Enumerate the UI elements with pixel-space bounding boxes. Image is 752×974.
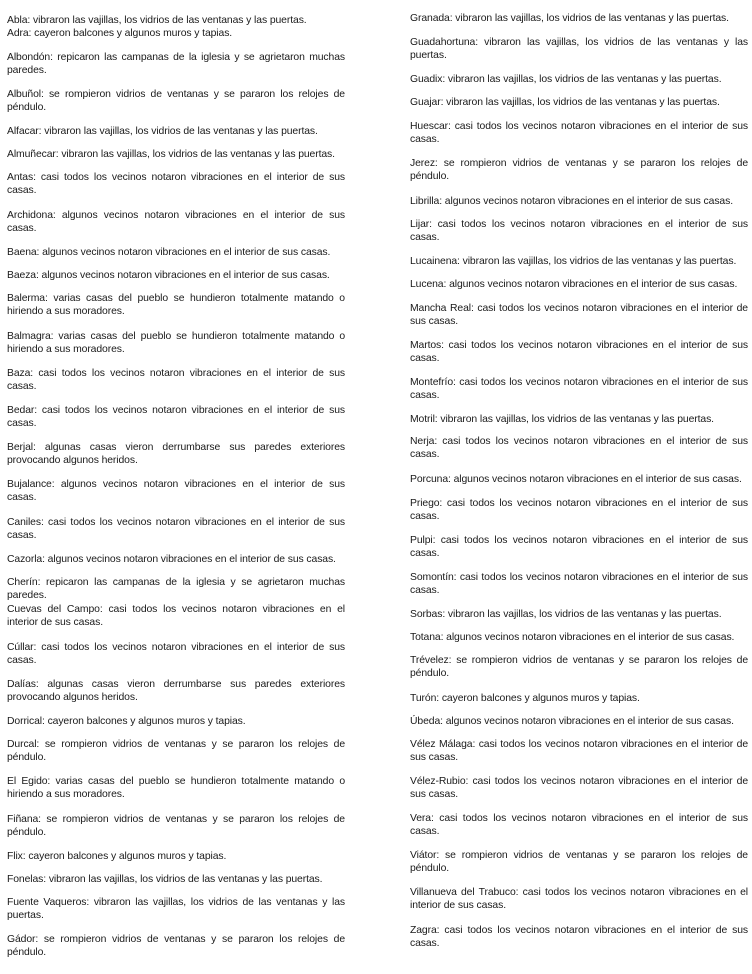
- town-entry: Cazorla: algunos vecinos notaron vibraciones en el interior de sus casas.: [7, 554, 336, 565]
- town-entry: Dorrical: cayeron balcones y algunos muros y tapias.: [7, 716, 246, 727]
- town-entry: Mancha Real: casi todos los vecinos notaron vibraciones en el interior de sus casas.: [410, 303, 748, 327]
- town-entry: Librilla: algunos vecinos notaron vibraciones en el interior de sus casas.: [410, 196, 733, 207]
- town-entry: Fuente Vaqueros: vibraron las vajillas, los vidrios de las ventanas y las puertas.: [7, 897, 345, 921]
- town-entry: Albuñol: se rompieron vidrios de ventanas y se pararon los relojes de péndulo.: [7, 89, 345, 113]
- town-entry: Motril: vibraron las vajillas, los vidrios de las ventanas y las puertas.: [410, 414, 714, 425]
- town-entry: Caniles: casi todos los vecinos notaron vibraciones en el interior de sus casas.: [7, 517, 345, 541]
- town-entry: Úbeda: algunos vecinos notaron vibraciones en el interior de sus casas.: [410, 716, 734, 727]
- town-entry: Guadix: vibraron las vajillas, los vidrios de las ventanas y las puertas.: [410, 74, 722, 85]
- town-entry: Sorbas: vibraron las vajillas, los vidrios de las ventanas y las puertas.: [410, 609, 722, 620]
- town-entry: Jerez: se rompieron vidrios de ventanas y se pararon los relojes de péndulo.: [410, 158, 748, 182]
- town-entry: Baeza: algunos vecinos notaron vibraciones en el interior de sus casas.: [7, 270, 330, 281]
- town-entry: Porcuna: algunos vecinos notaron vibraciones en el interior de sus casas.: [410, 474, 742, 485]
- town-entry: Priego: casi todos los vecinos notaron vibraciones en el interior de sus casas.: [410, 498, 748, 522]
- town-entry: Trévelez: se rompieron vidrios de ventanas y se pararon los relojes de péndulo.: [410, 655, 748, 679]
- town-entry: Fonelas: vibraron las vajillas, los vidrios de las ventanas y las puertas.: [7, 874, 323, 885]
- town-entry: Dalías: algunas casas vieron derrumbarse sus paredes exteriores provocando algunos heridos.: [7, 679, 345, 703]
- town-entry: Almuñecar: vibraron las vajillas, los vidrios de las ventanas y las puertas.: [7, 149, 335, 160]
- town-entry: Lucainena: vibraron las vajillas, los vidrios de las ventanas y las puertas.: [410, 256, 737, 267]
- town-entry: Berjal: algunas casas vieron derrumbarse sus paredes exteriores provocando algunos heridos.: [7, 442, 345, 466]
- town-entry: Cuevas del Campo: casi todos los vecinos notaron vibraciones en el interior de sus casas.: [7, 604, 345, 628]
- town-entry: Antas: casi todos los vecinos notaron vibraciones en el interior de sus casas.: [7, 172, 345, 196]
- town-entry: Abla: vibraron las vajillas, los vidrios de las ventanas y las puertas.: [7, 15, 307, 26]
- town-entry: Turón: cayeron balcones y algunos muros y tapias.: [410, 693, 640, 704]
- town-entry: Fiñana: se rompieron vidrios de ventanas y se pararon los relojes de péndulo.: [7, 814, 345, 838]
- town-entry: Zagra: casi todos los vecinos notaron vibraciones en el interior de sus casas.: [410, 925, 748, 949]
- town-entry: Guadahortuna: vibraron las vajillas, los vidrios de las ventanas y las puertas.: [410, 37, 748, 61]
- town-entry: Cúllar: casi todos los vecinos notaron vibraciones en el interior de sus casas.: [7, 642, 345, 666]
- town-entry: Baza: casi todos los vecinos notaron vibraciones en el interior de sus casas.: [7, 368, 345, 392]
- town-entry: Balmagra: varias casas del pueblo se hundieron totalmente matando o hiriendo a sus moradores.: [7, 331, 345, 355]
- town-entry: Durcal: se rompieron vidrios de ventanas y se pararon los relojes de péndulo.: [7, 739, 345, 763]
- town-entry: Lijar: casi todos los vecinos notaron vibraciones en el interior de sus casas.: [410, 219, 748, 243]
- town-entry: Huescar: casi todos los vecinos notaron vibraciones en el interior de sus casas.: [410, 121, 748, 145]
- town-entry: Granada: vibraron las vajillas, los vidrios de las ventanas y las puertas.: [410, 13, 729, 24]
- town-entry: Bedar: casi todos los vecinos notaron vibraciones en el interior de sus casas.: [7, 405, 345, 429]
- town-entry: Archidona: algunos vecinos notaron vibraciones en el interior de sus casas.: [7, 210, 345, 234]
- town-entry: Bujalance: algunos vecinos notaron vibraciones en el interior de sus casas.: [7, 479, 345, 503]
- town-entry: Lucena: algunos vecinos notaron vibraciones en el interior de sus casas.: [410, 279, 738, 290]
- town-entry: Alfacar: vibraron las vajillas, los vidrios de las ventanas y las puertas.: [7, 126, 318, 137]
- town-entry: Viátor: se rompieron vidrios de ventanas y se pararon los relojes de péndulo.: [410, 850, 748, 874]
- town-entry: Totana: algunos vecinos notaron vibraciones en el interior de sus casas.: [410, 632, 735, 643]
- town-entry: Baena: algunos vecinos notaron vibraciones en el interior de sus casas.: [7, 247, 331, 258]
- town-entry: Vera: casi todos los vecinos notaron vibraciones en el interior de sus casas.: [410, 813, 748, 837]
- town-entry: Villanueva del Trabuco: casi todos los vecinos notaron vibraciones en el interior de sus casas.: [410, 887, 748, 911]
- town-entry: Martos: casi todos los vecinos notaron vibraciones en el interior de sus casas.: [410, 340, 748, 364]
- town-entry: Albondón: repicaron las campanas de la iglesia y se agrietaron muchas paredes.: [7, 52, 345, 76]
- town-entry: Vélez-Rubio: casi todos los vecinos notaron vibraciones en el interior de sus casas.: [410, 776, 748, 800]
- town-entry: El Egido: varias casas del pueblo se hundieron totalmente matando o hiriendo a sus moradores.: [7, 776, 345, 800]
- town-entry: Pulpi: casi todos los vecinos notaron vibraciones en el interior de sus casas.: [410, 535, 748, 559]
- town-entry: Flix: cayeron balcones y algunos muros y tapias.: [7, 851, 227, 862]
- town-entry: Nerja: casi todos los vecinos notaron vibraciones en el interior de sus casas.: [410, 436, 748, 460]
- town-entry: Somontín: casi todos los vecinos notaron vibraciones en el interior de sus casas.: [410, 572, 748, 596]
- town-entry: Montefrío: casi todos los vecinos notaron vibraciones en el interior de sus casas.: [410, 377, 748, 401]
- town-entry: Cherín: repicaron las campanas de la iglesia y se agrietaron muchas paredes.: [7, 577, 345, 601]
- town-entry: Adra: cayeron balcones y algunos muros y tapias.: [7, 28, 233, 39]
- town-entry: Balerma: varias casas del pueblo se hundieron totalmente matando o hiriendo a sus moradores.: [7, 293, 345, 317]
- town-entry: Vélez Málaga: casi todos los vecinos notaron vibraciones en el interior de sus casas.: [410, 739, 748, 763]
- town-entry: Gádor: se rompieron vidrios de ventanas y se pararon los relojes de péndulo.: [7, 934, 345, 958]
- town-entry: Guajar: vibraron las vajillas, los vidrios de las ventanas y las puertas.: [410, 97, 720, 108]
